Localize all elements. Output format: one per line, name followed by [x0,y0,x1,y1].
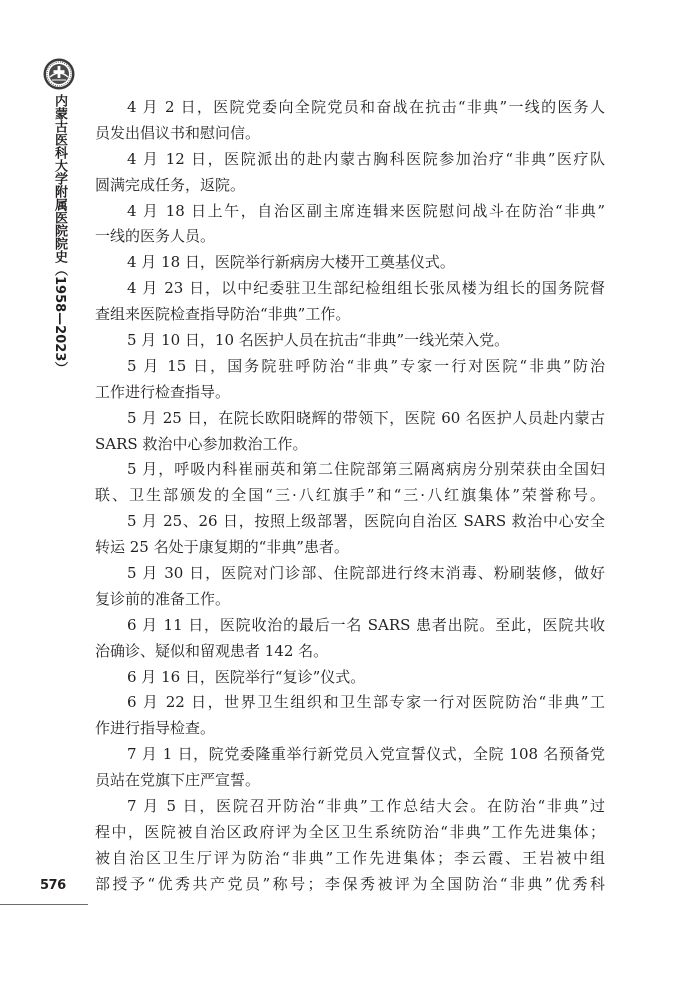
paragraph [95,665,605,691]
text-line: 5 月 15 日，国务院驻呼防治“非典”专家一行对医院“非典”防治 [127,356,605,375]
text-line: 4 月 12 日，医院派出的赴内蒙古胸科医院参加治疗“非典”医疗队 [127,149,605,168]
text-line: 5 月 25 日，在院长欧阳晓辉的带领下，医院 60 名医护人员赴内蒙古 [127,408,605,427]
text-line: 5 月，呼吸内科崔丽英和第二住院部第三隔离病房分别荣获由全国妇 [127,460,605,479]
text-line: 作进行指导检查。 [95,719,216,738]
text-line: 4 月 18 日上午，自治区副主席连辑来医院慰问战斗在防治“非典” [127,201,605,220]
hospital-logo-icon [43,58,75,90]
text-line: 被自治区卫生厅评为防治“非典”工作先进集体；李云霞、王岩被中组 [95,848,605,867]
paragraph [95,509,605,561]
text-line: 5 月 30 日，医院对门诊部、住院部进行终末消毒、粉刷装修，做好 [127,564,605,583]
text-line: 复诊前的准备工作。 [95,589,231,608]
text-line: SARS 救治中心参加救治工作。 [95,434,308,453]
text-line: 5 月 25、26 日，按照上级部署，医院向自治区 SARS 救治中心安全 [127,512,605,531]
paragraph [95,613,605,665]
paragraph [95,328,605,354]
text-line: 部授予“优秀共产党员”称号；李保秀被评为全国防治“非典”优秀科 [95,874,605,893]
paragraph [95,794,605,898]
paragraph [95,95,605,147]
running-title: 内蒙古医科大学附属医院院史（1958—2023） [52,94,67,375]
body-text [95,95,605,898]
text-line: 程中，医院被自治区政府评为全区卫生系统防治“非典”工作先进集体； [95,822,605,841]
text-line: 员站在党旗下庄严宣誓。 [95,771,261,790]
text-line: 6 月 11 日，医院收治的最后一名 SARS 患者出院。至此，医院共收 [127,615,605,634]
text-line: 工作进行检查指导。 [95,382,231,401]
paragraph [95,690,605,742]
paragraph [95,276,605,328]
paragraph [95,199,605,251]
paragraph [95,742,605,794]
paragraph [95,406,605,458]
text-line: 查组来医院检查指导防治“非典”工作。 [95,305,351,324]
text-line: 4 月 2 日，医院党委向全院党员和奋战在抗击“非典”一线的医务人 [127,98,605,116]
text-line: 5 月 10 日，10 名医护人员在抗击“非典”一线光荣入党。 [127,331,510,350]
text-line: 4 月 23 日，以中纪委驻卫生部纪检组组长张凤楼为组长的国务院督 [127,279,605,298]
text-line: 一线的医务人员。 [95,227,216,246]
text-line: 6 月 22 日，世界卫生组织和卫生部专家一行对医院防治“非典”工 [127,693,605,712]
paragraph [95,561,605,613]
text-line: 治确诊、疑似和留观患者 142 名。 [95,641,329,660]
page-number: 576 [40,878,66,893]
text-line: 6 月 16 日，医院举行“复诊”仪式。 [127,667,366,686]
text-line: 员发出倡议书和慰问信。 [95,123,261,142]
text-line: 圆满完成任务，返院。 [95,175,246,194]
text-line: 4 月 18 日，医院举行新病房大楼开工奠基仪式。 [127,253,455,272]
text-line: 7 月 5 日，医院召开防治“非典”工作总结大会。在防治“非典”过 [127,797,605,816]
text-line: 7 月 1 日，院党委隆重举行新党员入党宣誓仪式，全院 108 名预备党 [127,745,605,764]
footer-rule [0,904,88,905]
text-line: 联、卫生部颁发的全国“三·八红旗手”和“三·八红旗集体”荣誉称号。 [95,486,605,505]
paragraph [95,354,605,406]
paragraph [95,250,605,276]
paragraph [95,147,605,199]
paragraph [95,457,605,509]
text-line: 转运 25 名处于康复期的“非典”患者。 [95,538,349,557]
